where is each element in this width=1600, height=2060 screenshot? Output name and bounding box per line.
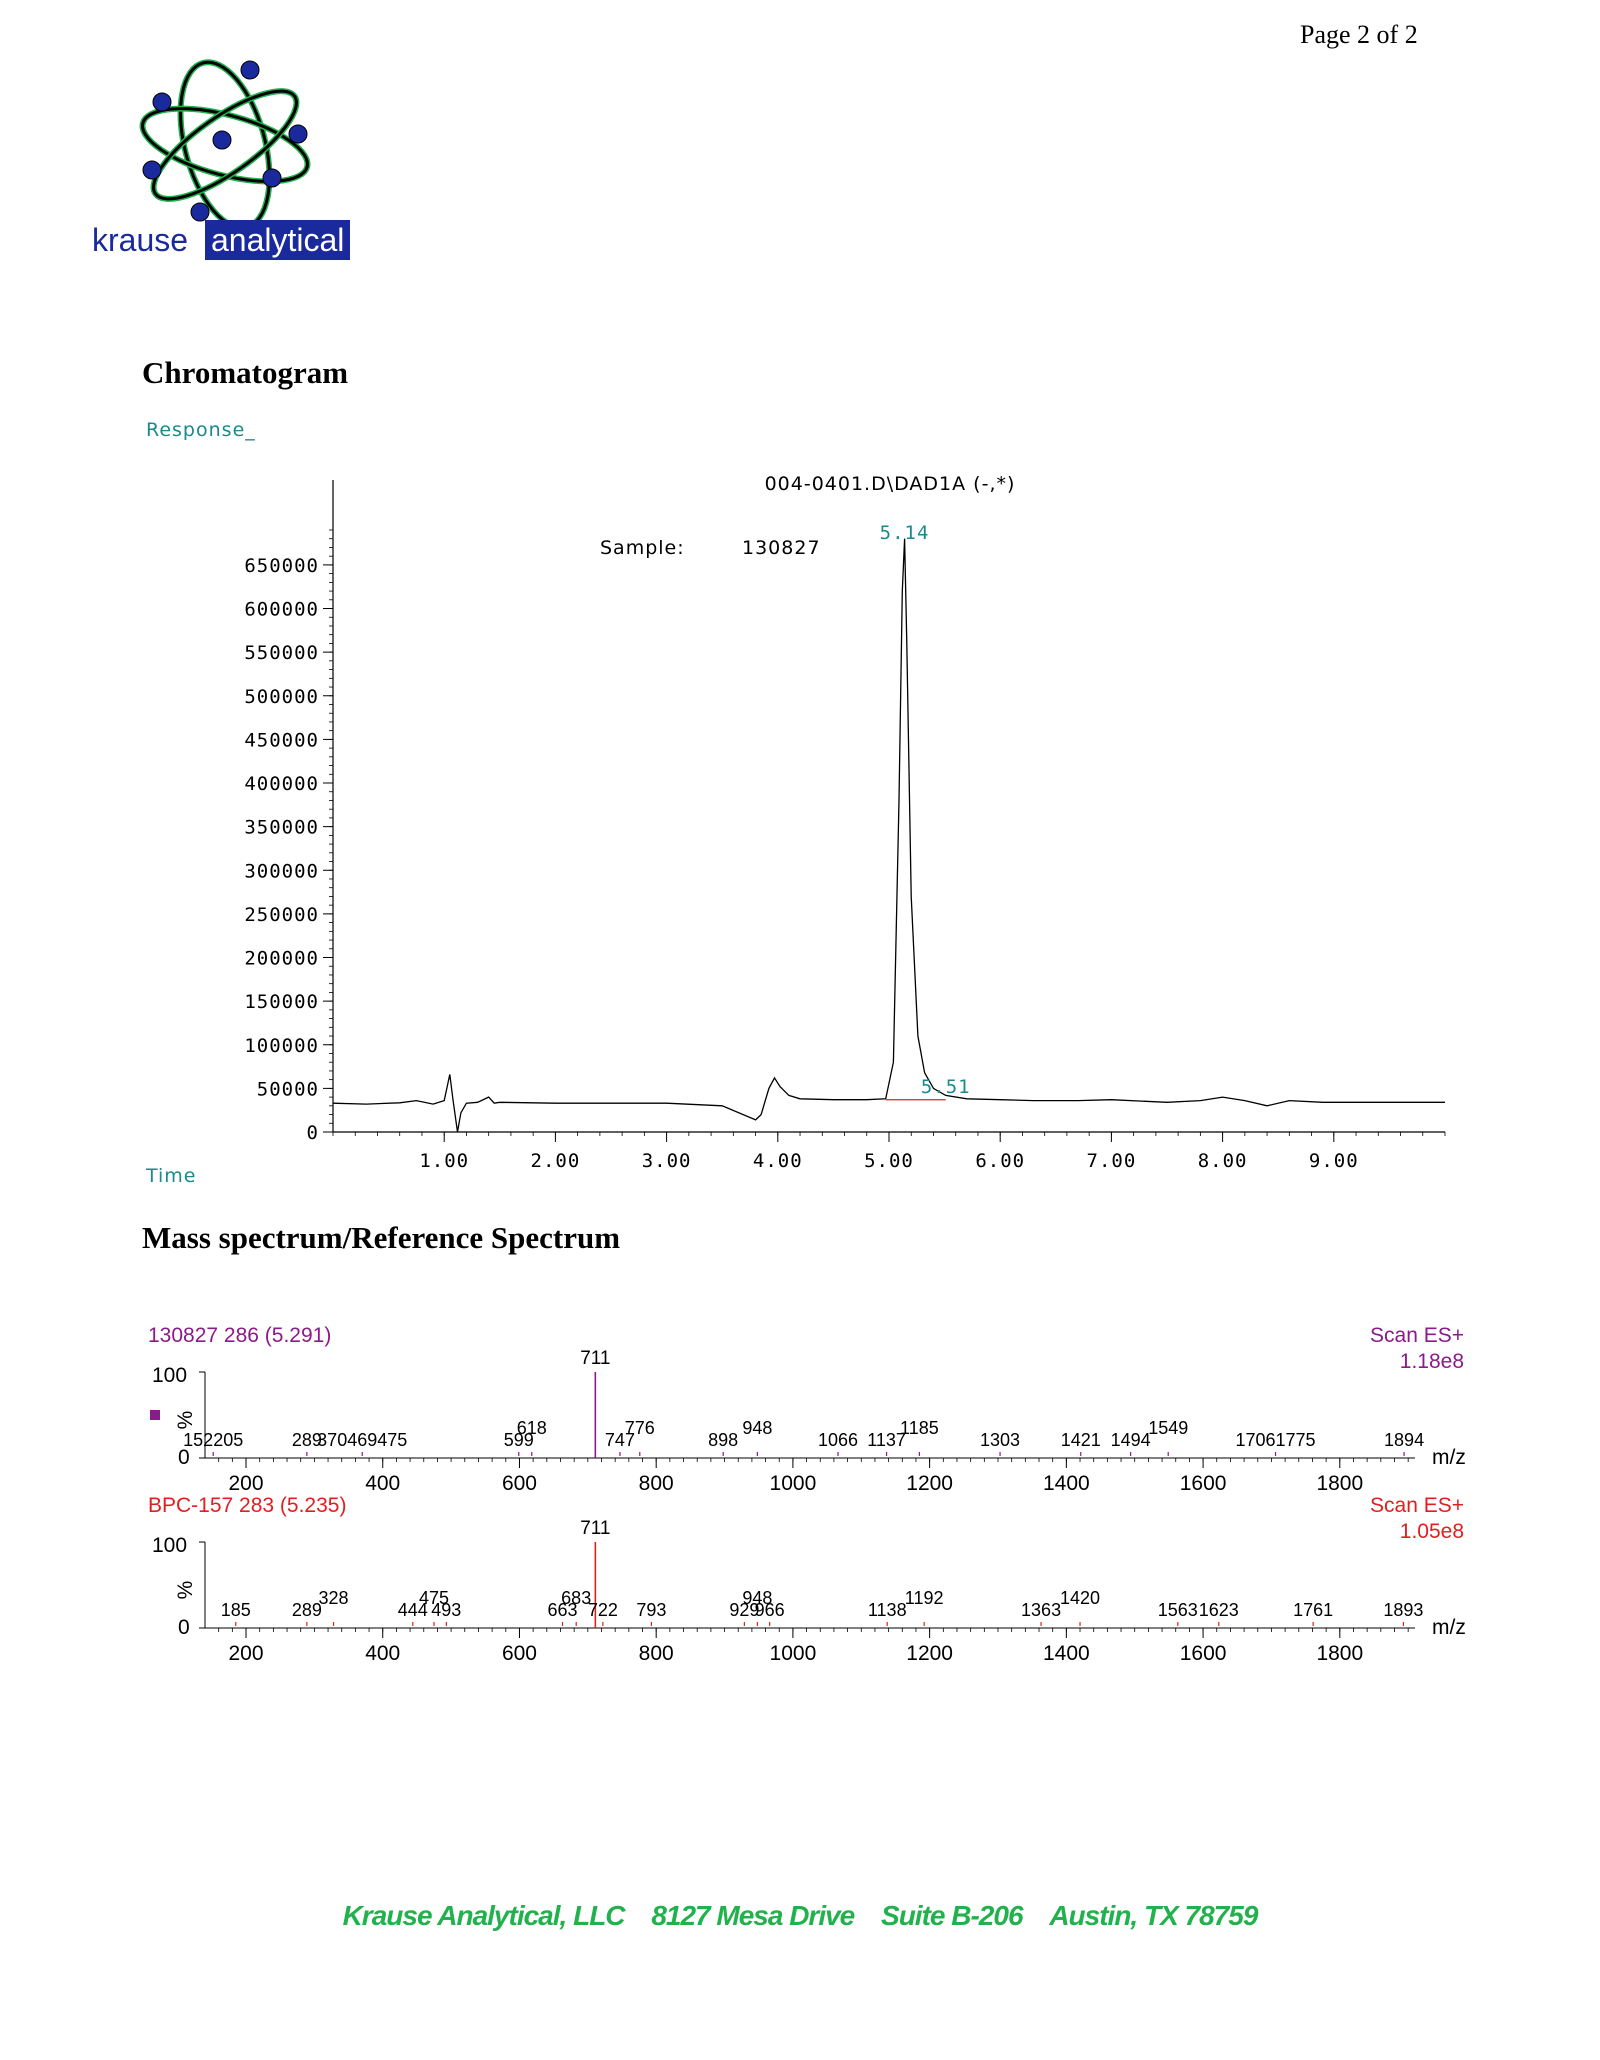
peak-label: 185 [220,1600,251,1620]
scan-label: Scan ES+ [1370,1494,1464,1517]
footer-address [0,1900,1600,1932]
x-tick-label: 1400 [1042,1642,1090,1660]
peak-label: 1761 [1293,1600,1334,1620]
footer-company: Krause Analytical, LLC [342,1900,625,1931]
x-tick-label: 600 [501,1642,537,1660]
y-tick-label: 0 [306,1122,319,1144]
x-tick-label: 1000 [769,1472,817,1490]
peak-label: 289 [291,1600,322,1620]
series-marker [150,1410,160,1420]
y-tick-top: 100 [152,1534,188,1557]
peak-label: 663 [547,1600,578,1620]
x-tick-label: 1600 [1179,1472,1227,1490]
chromatogram-chart [0,410,1600,1240]
x-axis-label: m/z [1432,1446,1466,1469]
peak-label: 1363 [1021,1600,1062,1620]
logo-word-analytical: analytical [205,220,350,260]
x-tick-label: 6.00 [975,1150,1026,1172]
spectrum-title: BPC-157 283 (5.235) [148,1494,347,1517]
peak-label: 1420 [1060,1588,1101,1608]
x-tick-label: 200 [228,1642,264,1660]
y-axis-label: % [174,1410,197,1430]
peak-label: 1138 [867,1600,907,1620]
peak-label: 722 [587,1600,618,1620]
x-tick-label: 1800 [1316,1642,1364,1660]
x-tick-label: 400 [365,1642,401,1660]
x-tick-label: 400 [365,1472,401,1490]
base-peak-label: 711 [580,1348,611,1369]
x-tick-label: 7.00 [1086,1150,1137,1172]
y-tick-label: 350000 [244,816,319,839]
peak-label: 444 [397,1600,428,1620]
spectrum-title: 130827 286 (5.291) [148,1324,332,1347]
peak-label: 1563 [1157,1600,1198,1620]
peak-label: 1066 [818,1430,859,1450]
y-tick-label: 200000 [244,947,319,970]
x-tick-label: 1.00 [419,1150,470,1172]
y-tick-label: 650000 [244,554,319,577]
y-tick-bottom: 0 [178,1446,190,1469]
chromatogram-trace [333,539,1445,1132]
x-tick-label: 1200 [906,1472,953,1490]
x-tick-label: 1400 [1042,1472,1090,1490]
peak-label: 618 [516,1418,547,1438]
sample-label: Sample: [600,537,685,559]
peak-label: 152205 [183,1430,244,1450]
y-tick-label: 150000 [244,991,319,1014]
y-axis-label: Response_ [146,419,256,441]
chromatogram-title: Chromatogram [142,355,349,390]
peak-label: 683 [561,1588,592,1608]
peak-label: 5.51 [920,1076,971,1099]
peak-label: 929 [729,1600,760,1620]
peak-label: 1623 [1198,1600,1239,1620]
peak-label: 776 [624,1418,655,1438]
peak-label: 793 [636,1600,667,1620]
y-axis-label: % [174,1580,197,1600]
x-tick-label: 2.00 [530,1150,581,1172]
x-tick-label: 800 [638,1472,674,1490]
y-tick-label: 500000 [244,685,319,708]
sample-value: 130827 [742,537,821,559]
footer-suite: Suite B-206 [881,1900,1023,1931]
x-tick-label: 1200 [906,1642,953,1660]
logo-word-krause: krause [92,222,189,258]
x-tick-label: 600 [501,1472,537,1490]
footer-city: Austin, TX 78759 [1049,1900,1258,1931]
peak-label: 747 [604,1430,635,1450]
mass-spectrum-reference-chart [0,1490,1600,1660]
x-tick-label: 4.00 [752,1150,803,1172]
x-tick-label: 800 [638,1642,674,1660]
intensity-label: 1.05e8 [1399,1520,1464,1543]
mass-spectrum-sample-chart [0,1320,1600,1490]
x-tick-label: 3.00 [641,1150,692,1172]
x-tick-label: 8.00 [1197,1150,1248,1172]
x-tick-label: 1800 [1316,1472,1364,1490]
peak-label: 1185 [900,1418,939,1438]
peak-label: 1549 [1148,1418,1189,1438]
peak-label: 898 [708,1430,739,1450]
footer-street: 8127 Mesa Drive [651,1900,855,1931]
y-tick-label: 100000 [244,1034,319,1057]
chart-title: 004-0401.D\DAD1A (-,*) [764,473,1016,495]
x-tick-label: 1000 [769,1642,817,1660]
peak-label: 1893 [1383,1600,1424,1620]
peak-label: 289 [291,1430,322,1450]
x-tick-label: 1600 [1179,1642,1227,1660]
y-tick-label: 50000 [256,1078,319,1101]
peak-label: 5.14 [879,522,930,545]
peak-label: 493 [431,1600,462,1620]
y-tick-label: 550000 [244,642,319,665]
peak-label: 475 [418,1588,450,1608]
x-tick-label: 200 [228,1472,264,1490]
mass-spectrum-title: Mass spectrum/Reference Spectrum [142,1220,621,1255]
intensity-label: 1.18e8 [1399,1350,1464,1373]
peak-label: 948 [742,1418,773,1438]
y-tick-bottom: 0 [178,1616,190,1639]
peak-label: 966 [754,1600,785,1620]
y-tick-label: 450000 [244,729,319,752]
base-peak-label: 711 [580,1518,611,1539]
peak-label: 328 [318,1588,349,1608]
peak-label: 17061775 [1235,1430,1316,1450]
y-tick-label: 250000 [244,903,319,926]
peak-label: 1303 [980,1430,1021,1450]
y-tick-top: 100 [152,1364,188,1387]
peak-label: 1137 [867,1430,906,1450]
x-axis-label: Time [146,1165,197,1187]
x-tick-label: 9.00 [1308,1150,1359,1172]
y-tick-label: 300000 [244,860,319,883]
peak-label: 1494 [1110,1430,1151,1450]
scan-label: Scan ES+ [1370,1324,1464,1347]
peak-label: 1192 [904,1588,944,1608]
peak-label: 599 [503,1430,534,1450]
peak-label: 1894 [1384,1430,1425,1450]
y-tick-label: 600000 [244,598,319,621]
peak-label: 948 [742,1588,773,1608]
y-tick-label: 400000 [244,773,319,796]
x-tick-label: 5.00 [864,1150,914,1172]
peak-label: 1421 [1060,1430,1101,1450]
x-axis-label: m/z [1432,1616,1466,1639]
peak-label: 370469475 [317,1430,408,1450]
page-number: Page 2 of 2 [1300,20,1418,49]
